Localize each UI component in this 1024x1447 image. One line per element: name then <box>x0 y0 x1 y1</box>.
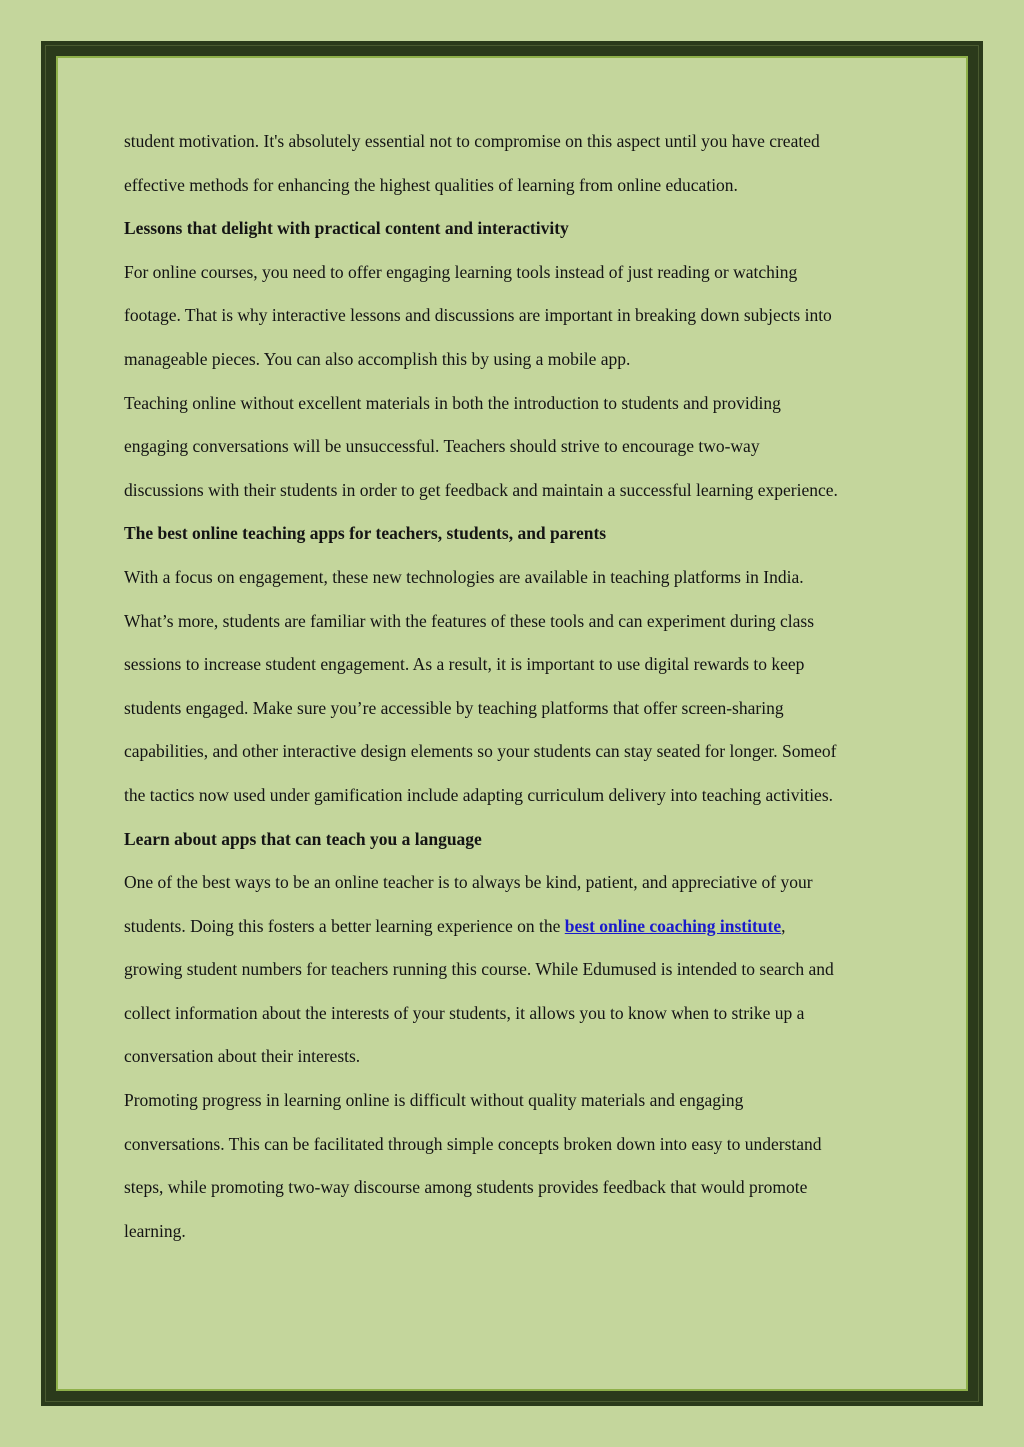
section-heading-1: Lessons that delight with practical content and interactivity <box>124 218 569 239</box>
text-line-with-link <box>124 905 914 949</box>
section-heading-2: The best online teaching apps for teachers, students, and parents <box>124 523 607 544</box>
text-line: What’s more, students are familiar with the features of these tools and can experiment during class <box>124 610 815 631</box>
document-body <box>124 120 914 1253</box>
text-line: students engaged. Make sure you’re accessible by teaching platforms that offer screen-sharing <box>124 697 784 718</box>
text-line: manageable pieces. You can also accomplish this by using a mobile app. <box>124 348 631 369</box>
text-line: One of the best ways to be an online teacher is to always be kind, patient, and appreciative of your <box>124 872 813 893</box>
paragraph-1 <box>124 251 914 382</box>
text-line: conversation about their interests. <box>124 1046 361 1067</box>
text-line: With a focus on engagement, these new technologies are available in teaching platforms in India. <box>124 566 804 587</box>
coaching-institute-link[interactable]: best online coaching institute <box>564 915 782 936</box>
text-line: engaging conversations will be unsuccessful. Teachers should strive to encourage two-way <box>124 436 760 457</box>
text-line: collect information about the interests of your students, it allows you to know when to strike up a <box>124 1002 805 1023</box>
text-line: growing student numbers for teachers running this course. While Edumused is intended to search and <box>124 959 834 980</box>
text-line: capabilities, and other interactive design elements so your students can stay seated for longer. Someof <box>124 741 837 762</box>
text-segment: students. Doing this fosters a better learning experience on the <box>124 915 565 936</box>
text-line: discussions with their students in order to get feedback and maintain a successful learning experience. <box>124 479 838 500</box>
intro-paragraph <box>124 120 914 207</box>
text-line: steps, while promoting two-way discourse among students provides feedback that would promote <box>124 1177 808 1198</box>
text-line: student motivation. It's absolutely essential not to compromise on this aspect until you have created <box>124 131 820 151</box>
text-line: sessions to increase student engagement. As a result, it is important to use digital rewards to keep <box>124 654 805 675</box>
paragraph-3 <box>124 556 914 818</box>
section-heading-3: Learn about apps that can teach you a language <box>124 828 482 849</box>
text-line: the tactics now used under gamification include adapting curriculum delivery into teaching activities. <box>124 784 834 805</box>
paragraph-2 <box>124 382 914 513</box>
text-line: learning. <box>124 1220 186 1241</box>
text-line: effective methods for enhancing the highest qualities of learning from online education. <box>124 174 738 195</box>
paragraph-5 <box>124 1079 914 1253</box>
text-segment: , <box>781 915 786 936</box>
text-line: footage. That is why interactive lessons and discussions are important in breaking down subjects into <box>124 305 832 326</box>
text-line: For online courses, you need to offer engaging learning tools instead of just reading or watching <box>124 261 798 282</box>
paragraph-4 <box>124 861 914 1079</box>
text-line: conversations. This can be facilitated through simple concepts broken down into easy to understand <box>124 1133 822 1154</box>
text-line: Promoting progress in learning online is difficult without quality materials and engaging <box>124 1090 744 1111</box>
text-line: Teaching online without excellent materials in both the introduction to students and providing <box>124 392 781 413</box>
